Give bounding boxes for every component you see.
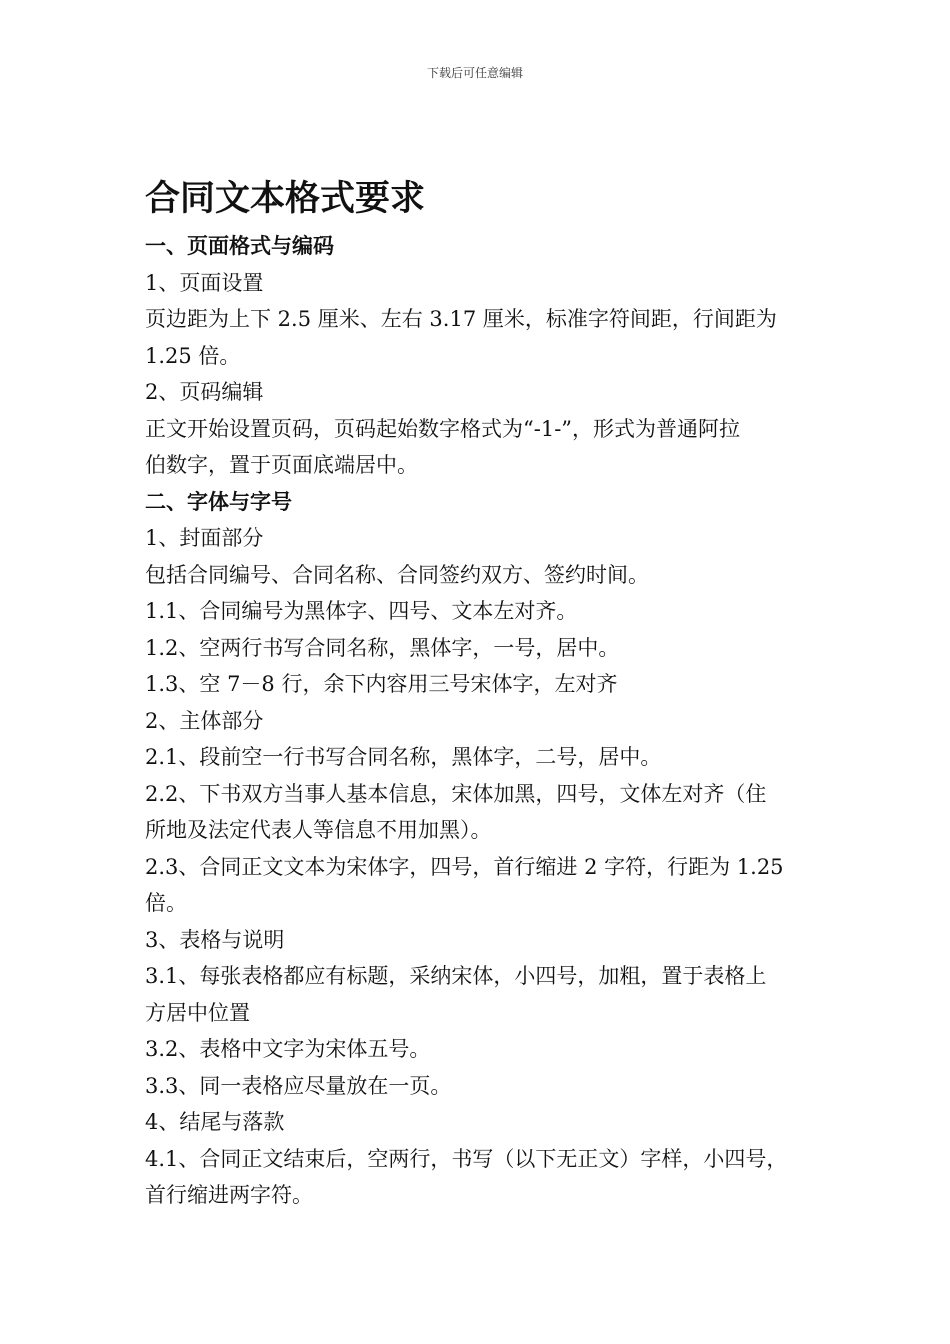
paragraph-line: 3、表格与说明 [145, 927, 285, 952]
paragraph-line: 所地及法定代表人等信息不用加黑）。 [145, 818, 492, 842]
paragraph-line: 正文开始设置页码，页码起始数字格式为“-1-”，形式为普通阿拉 [145, 416, 741, 441]
paragraph-line: 伯数字，置于页面底端居中。 [145, 453, 418, 477]
section-heading: 一、页面格式与编码 [145, 234, 334, 258]
paragraph-line: 4.1、合同正文结束后，空两行，书写（以下无正文）字样，小四号， [145, 1146, 788, 1171]
paragraph-line: 首行缩进两字符。 [145, 1183, 313, 1207]
paragraph-line: 3.1、每张表格都应有标题，采纳宋体，小四号，加粗，置于表格上 [145, 964, 767, 988]
paragraph-line: 1.2、空两行书写合同名称，黑体字，一号，居中。 [145, 635, 620, 660]
paragraph-line: 2.3、合同正文文本为宋体字，四号，首行缩进 2 字符，行距为 1.25 [145, 854, 784, 879]
document-title: 合同文本格式要求 [145, 179, 426, 219]
paragraph-line: 2.1、段前空一行书写合同名称，黑体字，二号，居中。 [145, 745, 662, 769]
paragraph-line: 1、页面设置 [145, 270, 264, 295]
paragraph-line: 1.25 倍。 [145, 343, 241, 368]
header-note: 下载后可任意编辑 [426, 66, 523, 80]
paragraph-line: 1.1、合同编号为黑体字、四号、文本左对齐。 [145, 599, 578, 623]
paragraph-line: 1.3、空 7－8 行，余下内容用三号宋体字，左对齐 [145, 672, 618, 696]
paragraph-line: 方居中位置 [145, 1000, 250, 1025]
paragraph-line: 2.2、下书双方当事人基本信息，宋体加黑，四号，文体左对齐（住 [145, 781, 767, 806]
paragraph-line: 倍。 [145, 891, 187, 915]
paragraph-line: 1、封面部分 [145, 526, 264, 550]
paragraph-line: 3.3、同一表格应尽量放在一页。 [145, 1073, 452, 1098]
paragraph-line: 页边距为上下 2.5 厘米、左右 3.17 厘米，标准字符间距，行间距为 [145, 307, 777, 331]
paragraph-line: 2、主体部分 [145, 708, 264, 733]
paragraph-line: 4、结尾与落款 [145, 1110, 285, 1134]
document-body [145, 176, 825, 1214]
paragraph-line: 3.2、表格中文字为宋体五号。 [145, 1037, 431, 1061]
document-lines [145, 228, 825, 1214]
paragraph-line: 包括合同编号、合同名称、合同签约双方、签约时间。 [145, 562, 649, 587]
paragraph-line: 2、页码编辑 [145, 380, 264, 404]
section-heading: 二、字体与字号 [145, 489, 292, 514]
